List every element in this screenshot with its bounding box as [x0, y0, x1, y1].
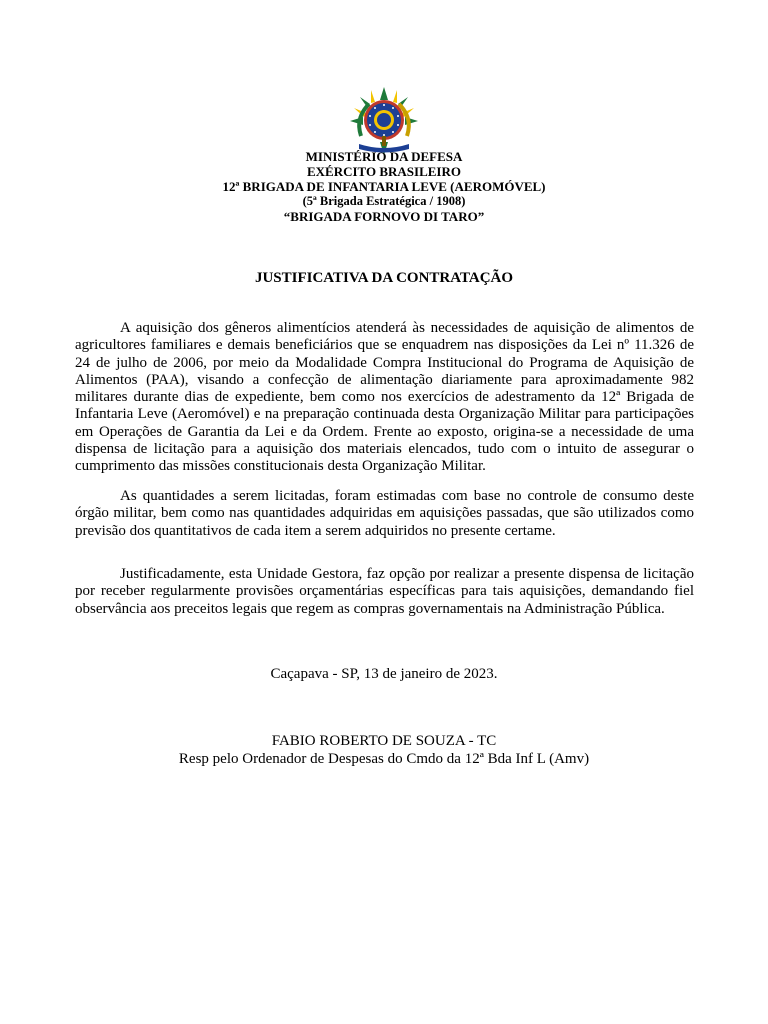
letterhead	[0, 149, 768, 224]
paragraph-quantities: As quantidades a serem licitadas, foram estimadas com base no controle de consumo deste órgão militar, bem como nas quantidades adquiridas em aquisições passadas, que são utilizados como previsão dos quantitativos de cada item a serem adquiridos no presente certame.	[75, 488, 694, 539]
brigade-history-line: (5ª Brigada Estratégica / 1908)	[302, 194, 466, 208]
document-title: JUSTIFICATIVA DA CONTRATAÇÃO	[254, 270, 514, 286]
signature-block	[0, 733, 768, 768]
army-line: EXÉRCITO BRASILEIRO	[306, 164, 461, 179]
brazil-coat-of-arms-icon	[349, 86, 419, 156]
signatory-role: Resp pelo Ordenador de Despesas do Cmdo da 12ª Bda Inf L (Amv)	[178, 750, 590, 767]
signatory-name: FABIO ROBERTO DE SOUZA - TC	[271, 733, 497, 749]
ministry-line: MINISTÉRIO DA DEFESA	[305, 149, 463, 164]
brigade-line: 12ª BRIGADA DE INFANTARIA LEVE (AEROMÓVEL)	[222, 179, 546, 194]
paragraph-justification: Justificadamente, esta Unidade Gestora, faz opção por realizar a presente dispensa de licitação por receber regularmente provisões orçamentárias específicas para tais aquisições, demandando fiel observância aos preceitos legais que regem as compras governamentais na Administração Pública.	[75, 566, 694, 617]
date-line: Caçapava - SP, 13 de janeiro de 2023.	[270, 666, 498, 682]
paragraph-acquisition: A aquisição dos gêneros alimentícios atenderá às necessidades de aquisição de alimentos de agricultores familiares e demais beneficiários que se enquadrem nas disposições da Lei nº 11.326 de 24 de julho de 2006, por meio da Modalidade Compra Institucional do Programa de Aquisição de Alimentos (PAA), visando a confecção de alimentação diariamente para aproximadamente 982 militares durante dias de expediente, bem como nos exercícios de adestramento da 12ª Brigada de Infantaria Leve (Aeromóvel) e na preparação continuada desta Organização Militar para participações em Operações de Garantia da Lei e da Ordem. Frente ao exposto, origina-se a necessidade de uma dispensa de licitação para a aquisição dos materiais elencados, tudo com o intuito de assegurar o cumprimento das missões constitucionais desta Organização Militar.	[75, 320, 694, 475]
brigade-name-line: “BRIGADA FORNOVO DI TARO”	[283, 209, 485, 224]
